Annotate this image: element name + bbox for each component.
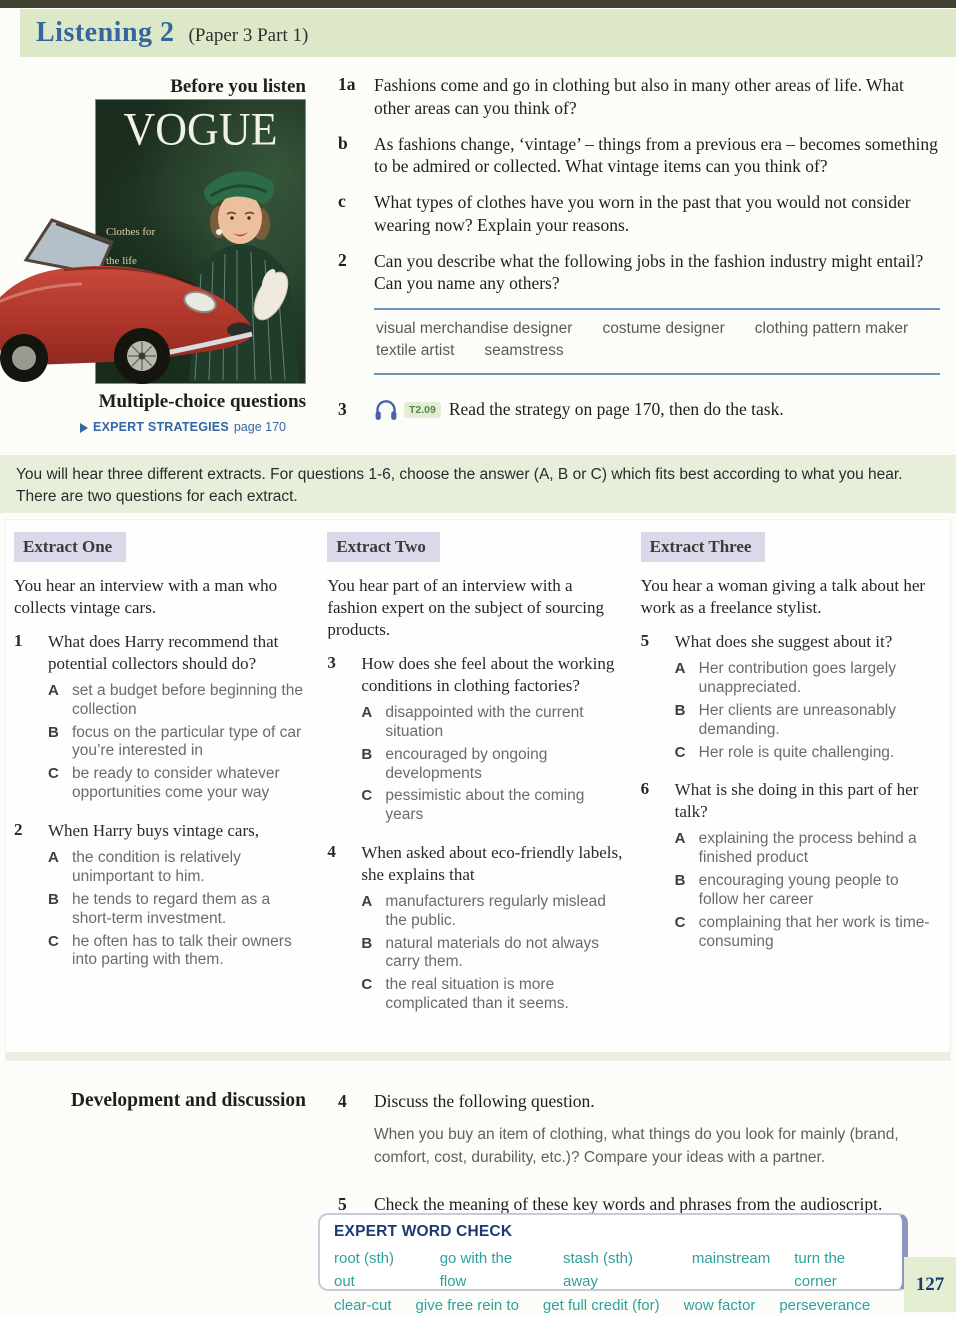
mc-option — [361, 935, 624, 973]
mc-option-letter: B — [48, 723, 59, 741]
before-you-listen-heading: Before you listen — [170, 76, 306, 97]
mc-question — [327, 653, 624, 829]
job-term: visual merchandise designer — [376, 320, 573, 337]
mc-option — [361, 893, 624, 931]
mc-option — [48, 765, 311, 803]
mc-option-text: encouraged by ongoing developments — [385, 745, 548, 782]
mc-option-letter: B — [674, 701, 686, 719]
vogue-masthead-text: VOGUE — [123, 103, 278, 156]
mc-option-letter: B — [674, 871, 686, 889]
mc-option-text: be ready to consider whatever opportunities come your way — [72, 765, 280, 802]
job-term: clothing pattern maker — [754, 320, 909, 337]
mc-question-stem: How does she feel about the working conditions in clothing factories? — [361, 654, 615, 696]
mc-option-text: natural materials do not always carry them. — [385, 934, 599, 971]
job-term: textile artist — [376, 342, 455, 360]
fashion-jobs-list — [374, 308, 940, 375]
mc-question-body — [361, 653, 624, 829]
task-instruction: Read the strategy on page 170, then do the task. — [448, 399, 784, 420]
extract-intro: You hear a woman giving a talk about her work as a freelance stylist. — [640, 576, 926, 618]
mc-question-stem: What does she suggest about it? — [674, 632, 893, 652]
mc-question — [14, 820, 311, 974]
development-item-number: 4 — [338, 1091, 347, 1111]
mc-option — [675, 660, 938, 698]
vogue-tagline-line: Clothes for — [106, 226, 156, 238]
extract-three-column — [641, 532, 938, 1052]
extract-two-column — [327, 532, 624, 1052]
mc-question-number: 2 — [14, 820, 23, 840]
question-number: 2 — [338, 249, 347, 270]
question-item — [338, 133, 940, 179]
mc-question-number: 1 — [14, 631, 23, 651]
expert-strategies-reference — [0, 420, 306, 434]
mc-question-number: 6 — [640, 779, 650, 799]
extract-title-chip: Extract Three — [641, 532, 766, 562]
development-heading: Development and discussion — [70, 1090, 306, 1111]
mc-option-letter: A — [48, 681, 59, 699]
vogue-tagline-line: the life — [106, 254, 137, 267]
word-check-row — [334, 1247, 888, 1294]
mc-option-letter: B — [361, 745, 373, 763]
extracts-panel — [6, 520, 950, 1060]
development-item-text: Discuss the following question. — [374, 1091, 595, 1111]
mc-question-body — [48, 631, 311, 807]
question-text: As fashions change, ‘vintage’ – things from a previous era – becomes something to be admired or collected. What vintage items can you think of? — [374, 133, 938, 177]
discussion-question-text: When you buy an item of clothing, what things do you look for mainly (brand, comfort, cost, durability, etc.)? Compare your ideas with a partner. — [374, 1126, 899, 1167]
word-check-term: stash (sth) away — [563, 1250, 634, 1291]
mc-option — [361, 787, 624, 825]
lesson-subtitle: (Paper 3 Part 1) — [188, 25, 309, 46]
mc-option — [361, 704, 624, 742]
question-item — [338, 74, 940, 120]
vintage-car-image — [0, 206, 264, 388]
mc-option-letter: A — [674, 659, 686, 677]
jobs-row — [376, 318, 940, 340]
word-check-term: mainstream — [691, 1250, 771, 1267]
mc-option-letter: C — [361, 787, 373, 805]
mc-option-text: focus on the particular type of car you’re interested in — [72, 723, 302, 760]
question-number: c — [338, 191, 346, 211]
mc-question — [14, 631, 311, 807]
job-term: seamstress — [484, 342, 564, 360]
mc-option-text: the real situation is more complicated than it seems. — [385, 976, 569, 1013]
extract-title-chip: Extract One — [14, 532, 126, 562]
mc-option-letter: A — [361, 892, 373, 910]
question-text: Can you describe what the following jobs in the fashion industry might entail? Can you name any others? — [374, 250, 924, 294]
development-item-number: 5 — [338, 1193, 347, 1214]
mc-option-letter: B — [361, 934, 373, 952]
question-text: What types of clothes have you worn in the past that you would not consider wearing now? Explain your reasons. — [374, 192, 911, 235]
mc-option-text: disappointed with the current situation — [385, 703, 584, 740]
mc-option — [675, 914, 938, 952]
mc-option-text: he often has to talk their owners into parting with them. — [72, 932, 292, 969]
mc-option-text: he tends to regard them as a short-term investment. — [72, 890, 271, 927]
mc-option-text: Her contribution goes largely unappreciated. — [698, 659, 896, 696]
mc-option-letter: C — [48, 765, 59, 783]
mc-option — [361, 746, 624, 784]
mc-question-number: 3 — [327, 653, 336, 673]
mc-option-letter: C — [674, 913, 686, 931]
mc-option-text: Her clients are unreasonably demanding. — [698, 701, 896, 738]
mc-question-number: 4 — [327, 842, 336, 862]
development-item-text: Check the meaning of these key words and phrases from the audioscript. — [374, 1193, 883, 1214]
mc-option-text: set a budget before beginning the collection — [72, 681, 303, 718]
mc-option — [675, 702, 938, 740]
word-check-term: turn the corner — [794, 1250, 846, 1291]
extract-intro: You hear an interview with a man who collects vintage cars. — [14, 576, 278, 618]
audio-track-badge: T2.09 — [404, 402, 441, 418]
mc-question — [641, 779, 938, 955]
mc-option — [361, 976, 624, 1014]
strategies-page: page 170 — [233, 420, 286, 434]
page-number-badge: 127 — [904, 1257, 956, 1312]
mc-option-text: complaining that her work is time-consuming — [698, 913, 930, 950]
question-item — [338, 191, 940, 237]
mc-question-body — [675, 779, 938, 955]
mc-option — [48, 724, 311, 762]
development-items — [338, 1091, 944, 1215]
photo-montage — [0, 98, 312, 398]
word-check-term: give free rein to — [415, 1296, 519, 1314]
word-check-term: go with the flow — [439, 1250, 513, 1291]
mc-option-letter: A — [48, 848, 59, 866]
word-check-row — [334, 1294, 888, 1317]
question-number: 1a — [338, 74, 356, 94]
mc-option-letter: B — [48, 890, 59, 908]
extract-one-column — [14, 532, 311, 1052]
mc-option-letter: C — [48, 932, 59, 950]
word-check-title: EXPERT WORD CHECK — [334, 1223, 513, 1240]
word-check-term: root (sth) out — [334, 1250, 395, 1291]
mc-option-letter: A — [674, 829, 686, 847]
mc-option — [48, 891, 311, 929]
mc-question-body — [361, 842, 624, 1018]
mc-option-text: pessimistic about the coming years — [385, 787, 585, 824]
mc-option-text: explaining the process behind a finished product — [698, 829, 917, 866]
development-item — [338, 1194, 944, 1215]
extract-intro: You hear part of an interview with a fashion expert on the subject of sourcing products. — [327, 576, 604, 640]
extract-title-chip: Extract Two — [327, 532, 440, 562]
word-check-term: get full credit (for) — [542, 1296, 660, 1314]
mc-question — [327, 842, 624, 1018]
headphones-icon — [374, 399, 398, 421]
word-check-term: clear-cut — [334, 1296, 392, 1314]
task-number: 3 — [338, 399, 347, 420]
mc-question-stem: What is she doing in this part of her talk? — [674, 780, 919, 822]
mc-option — [48, 849, 311, 887]
mc-option-text: Her role is quite challenging. — [698, 743, 895, 761]
mc-question-stem: What does Harry recommend that potential collectors should do? — [48, 632, 279, 673]
mc-question-body — [48, 820, 311, 974]
mc-question-number: 5 — [640, 631, 650, 651]
mc-option — [675, 830, 938, 868]
page-top-strip — [0, 0, 956, 8]
mc-option — [48, 933, 311, 971]
word-check-term: wow factor — [683, 1296, 756, 1314]
mc-question — [641, 631, 938, 766]
question-item — [338, 250, 940, 296]
jobs-row — [376, 340, 940, 362]
word-check-term: perseverance — [779, 1296, 871, 1314]
mc-option-letter: C — [674, 743, 686, 761]
mc-question-stem: When Harry buys vintage cars, — [48, 821, 260, 841]
question-number: b — [338, 132, 348, 153]
listening-task-row — [338, 399, 940, 421]
expert-word-check-box — [318, 1213, 908, 1314]
mc-option-text: manufacturers regularly mislead the public. — [385, 892, 606, 929]
multiple-choice-heading: Multiple-choice questions — [98, 391, 306, 412]
mc-option-letter: C — [361, 976, 373, 994]
lesson-title: Listening 2 — [36, 17, 175, 48]
mc-option-text: the condition is relatively unimportant to him. — [72, 848, 241, 885]
arrow-icon — [80, 423, 88, 433]
before-you-listen-questions — [338, 74, 940, 421]
mc-option-letter: A — [361, 703, 373, 721]
mc-question-body — [675, 631, 938, 766]
task-instruction-banner: You will hear three different extracts. For questions 1-6, choose the answer (A, B or C) which fits best according to what you hear. There are two questions for each extract. — [0, 455, 956, 513]
mc-question-stem: When asked about eco-friendly labels, she explains that — [361, 843, 623, 884]
development-item — [338, 1091, 944, 1112]
lesson-header-banner — [20, 9, 956, 57]
mc-option-text: encouraging young people to follow her career — [698, 871, 899, 908]
strategies-label: EXPERT STRATEGIES — [93, 420, 229, 434]
question-text: Fashions come and go in clothing but also in many other areas of life. What other areas can you think of? — [374, 75, 904, 118]
mc-option — [675, 872, 938, 910]
job-term: costume designer — [602, 320, 725, 337]
mc-option — [675, 744, 938, 763]
mc-option — [48, 682, 311, 720]
